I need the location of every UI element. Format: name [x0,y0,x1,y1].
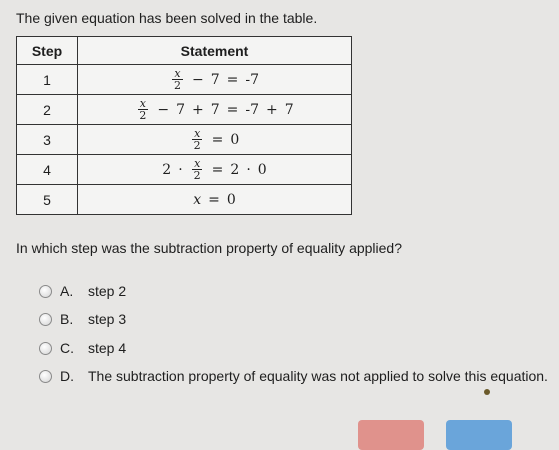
term: 2 [230,161,240,178]
statement-column-header: Statement [78,37,352,65]
step-column-header: Step [17,37,78,65]
term: -7 [245,71,260,88]
table-row [17,65,352,95]
operator: − [191,71,204,88]
radio-button[interactable] [39,313,52,326]
equation [135,97,294,122]
steps-table [16,36,352,215]
table-header-row [17,37,352,65]
table-row [17,155,352,185]
option-label: step 3 [88,311,127,327]
option-letter: B. [60,311,74,327]
radio-button[interactable] [39,342,52,355]
term: 0 [226,192,236,208]
option-letter: C. [60,340,74,356]
option-letter: D. [60,368,74,384]
fraction [172,68,183,91]
fraction-numerator: x [194,127,201,140]
term: 7 [176,101,185,118]
term: 0 [257,161,267,178]
intro-text: The given equation has been solved in the table. [16,10,318,26]
multiply-dot: · [178,161,183,178]
statement-cell [78,125,352,155]
equation [190,127,240,152]
option-label: The subtraction property of equality was not applied to solve this equation. [88,368,548,384]
fraction-denominator: 2 [193,169,201,182]
operator: + [266,101,278,118]
statement-cell [78,185,352,215]
next-button[interactable] [446,420,512,450]
fraction-numerator: x [139,97,146,110]
step-number: 4 [17,155,78,185]
option-d[interactable] [39,366,548,386]
step-number: 3 [17,125,78,155]
step-number: 2 [17,95,78,125]
equation [162,157,267,182]
operator: + [191,101,204,118]
option-letter: A. [60,283,74,299]
fraction [137,98,148,121]
question-text: In which step was the subtraction property of equality applied? [16,240,403,256]
option-b[interactable] [39,309,126,329]
equals-sign: = [211,161,224,178]
radio-button[interactable] [39,285,52,298]
fraction-denominator: 2 [193,139,201,152]
option-a[interactable] [39,281,126,301]
option-label: step 2 [88,283,127,299]
variable: x [193,192,202,208]
fraction [192,128,203,151]
option-c[interactable] [39,338,126,358]
equals-sign: = [208,192,220,208]
equation [193,192,236,208]
fraction-denominator: 2 [139,109,147,122]
radio-button[interactable] [39,370,52,383]
reset-button[interactable] [358,420,424,450]
statement-cell [78,155,352,185]
term: -7 [245,101,260,118]
operator: − [157,101,170,118]
equals-sign: = [226,71,239,88]
stray-mark [484,389,490,395]
fraction [192,158,203,181]
multiply-dot: · [246,161,251,178]
equation [170,67,260,92]
step-number: 5 [17,185,78,215]
statement-cell [78,65,352,95]
fraction-numerator: x [174,67,181,80]
statement-cell [78,95,352,125]
term: 7 [210,71,220,88]
table-row [17,125,352,155]
term: 0 [230,131,240,148]
option-label: step 4 [88,340,127,356]
term: 7 [210,101,220,118]
table-row [17,95,352,125]
fraction-denominator: 2 [173,79,181,92]
equals-sign: = [211,131,224,148]
table-row [17,185,352,215]
term: 7 [284,101,294,118]
term: 2 [162,161,172,178]
step-number: 1 [17,65,78,95]
equals-sign: = [226,101,239,118]
fraction-numerator: x [194,157,201,170]
